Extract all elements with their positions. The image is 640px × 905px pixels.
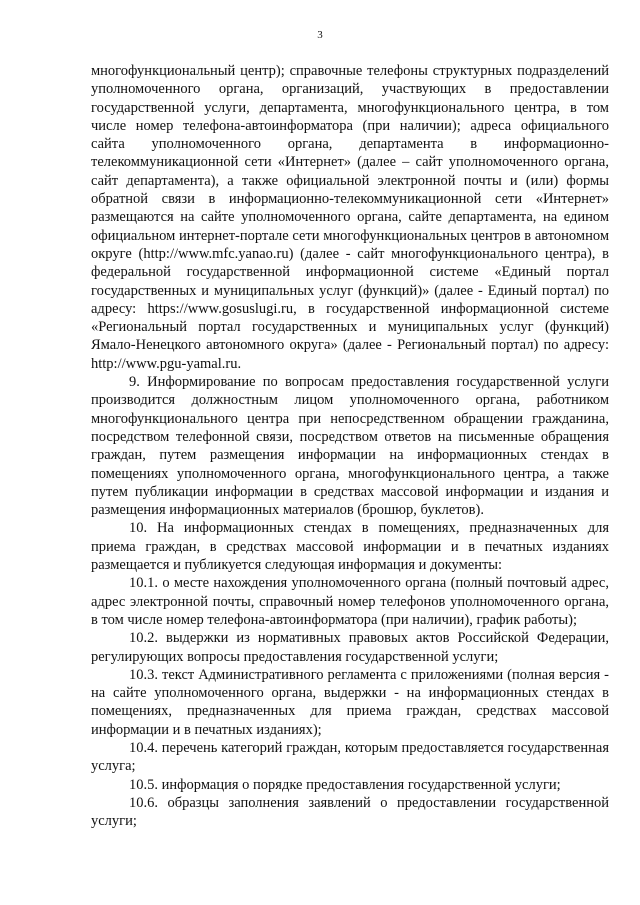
paragraph-10: 10. На информационных стендах в помещениях, предназначенных для приема граждан, в средствах массовой информации и в печатных изданиях размещается и публикуется следующая информация и документы: — [91, 520, 609, 574]
paragraph-10-3: 10.3. текст Административного регламента с приложениями (полная версия - на сайте уполномоченного органа, выдержки - на информационных стендах в помещениях, предназначенных для приема граждан, средствах массовой информации и в печатных изданиях); — [91, 666, 609, 738]
paragraph-continuation: многофункциональный центр); справочные телефоны структурных подразделений уполномоченного органа, организаций, участвующих в предоставлении государственной услуги, департамента, многофункционального центра, в том числе номер телефона-автоинформатора (при наличии); адреса официального сайта уполномоченного органа, департамента в информационно-телекоммуникационной сети «Интернет» (далее – сайт уполномоченного органа, сайт департамента), а также официальной электронной почты и (или) формы обратной связи в информационно-телекоммуникационной сети «Интернет» размещаются на сайте уполномоченного органа, сайте департамента, на едином официальном интернет-портале сети многофункциональных центров в автономном округе (http://www.mfc.yanao.ru) (далее - сайт многофункционального центра), в федеральной государственной информационной системе «Единый портал государственных и муниципальных услуг (функций)» (далее - Единый портал) по адресу: https://www.gosuslugi.ru, в государственной информационной системе «Региональный портал государственных и муниципальных услуг (функций) Ямало-Ненецкого автономного округа» (далее - Региональный портал) по адресу: http://www.pgu-yamal.ru. — [91, 63, 609, 372]
paragraph-10-1: 10.1. о месте нахождения уполномоченного органа (полный почтовый адрес, адрес электронной почты, справочный номер телефонов уполномоченного органа, в том числе номер телефона-автоинформатора (при наличии), график работы); — [91, 575, 609, 628]
paragraph-10-4: 10.4. перечень категорий граждан, которым предоставляется государственная услуга; — [91, 739, 609, 775]
paragraph-9: 9. Информирование по вопросам предоставления государственной услуги производится должностным лицом уполномоченного органа, работником многофункционального центра при непосредственном обращении гражданина, посредством телефонной связи, посредством ответов на письменные обращения граждан, путем размещения информации на информационных стендах в помещениях уполномоченного органа, многофункционального центра, а также путем публикации информации в средствах массовой информации и издания и размещения информационных материалов (брошюр, буклетов). — [91, 374, 609, 519]
paragraph-10-2: 10.2. выдержки из нормативных правовых актов Российской Федерации, регулирующих вопросы предоставления государственной услуги; — [91, 630, 609, 665]
paragraph-10-6: 10.6. образцы заполнения заявлений о предоставлении государственной услуги; — [91, 794, 609, 830]
page-number: 3 — [317, 29, 323, 41]
paragraph-10-5: 10.5. информация о порядке предоставления государственной услуги; — [129, 776, 561, 793]
document-body — [91, 62, 609, 830]
